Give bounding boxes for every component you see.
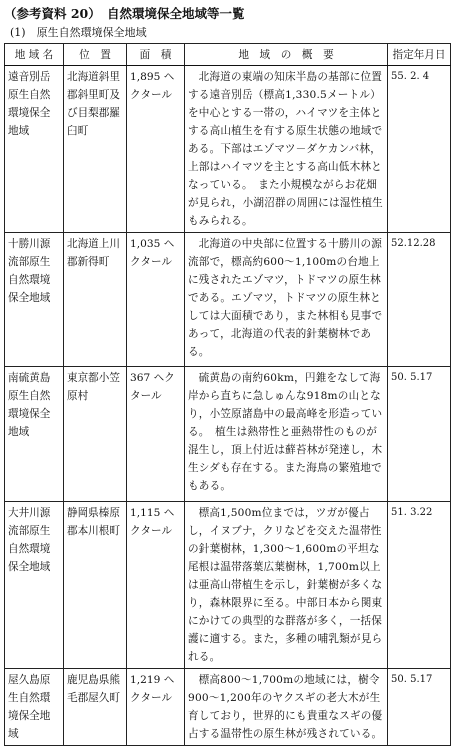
designation-date-cell: 50. 5.17 xyxy=(388,669,451,746)
designation-date-cell: 52.12.28 xyxy=(388,233,451,367)
section-subtitle: (1) 原生自然環境保全地域 xyxy=(10,26,147,39)
area-size-cell: 1,219 ヘクタール xyxy=(127,669,185,746)
header-designation-date: 指定年月日 xyxy=(388,44,451,66)
table-header-row xyxy=(5,44,451,66)
overview-cell: 標高1,500m位までは，ツガが優占し，イヌブナ，クリなどを交えた温帯性の針葉樹林，1,300～1,600mの平坦な尾根は温帯落葉広葉樹林，1,700m以上は亜高山帯植生を示し，針葉樹が多くなり，森林限界に至る。中部日本から関東にかけての典型的な群落が多く，一括保護に適する。また，多種の哺乳類が見られる。 xyxy=(185,502,388,669)
area-name-cell: 十勝川源流部原生自然環境保全地域 xyxy=(5,233,64,367)
conservation-areas-table xyxy=(4,43,451,746)
area-name-cell: 大井川源流部原生自然環境保全地域 xyxy=(5,502,64,669)
page-title: （参考資料 20） 自然環境保全地域等一覧 xyxy=(4,6,245,21)
area-name-cell: 屋久島原生自然環境保全地域 xyxy=(5,669,64,746)
header-location: 位 置 xyxy=(64,44,127,66)
header-size: 面 積 xyxy=(127,44,185,66)
designation-date-cell: 55. 2. 4 xyxy=(388,66,451,233)
table-row xyxy=(5,66,451,233)
table-row xyxy=(5,669,451,746)
table-row xyxy=(5,233,451,367)
area-name-cell: 南硫黄島原生自然環境保全地域 xyxy=(5,367,64,502)
overview-cell: 北海道の東端の知床半島の基部に位置する遠音別岳（標高1,330.5メートル）を中心とする一帯の，ハイマツを主体とする高山植生を有する原生状態の地域である。下部はエゾマツ－ダケカンバ林，上部はハイマツを主とする高山低木林となっている。 また小規模ながらお花畑が見られ，小湖沼群の周囲には湿性植生もみられる。 xyxy=(185,66,388,233)
overview-cell: 標高800～1,700mの地域には，樹令900～1,200年のヤクスギの老大木が生育しており，世界的にも貴重なスギの優占する温帯性の原生林が残されている。 xyxy=(185,669,388,746)
location-cell: 静岡県榛原郡本川根町 xyxy=(64,502,127,669)
area-size-cell: 367 ヘクタール xyxy=(127,367,185,502)
location-cell: 鹿児島県熊毛郡屋久町 xyxy=(64,669,127,746)
header-area-name: 地 域 名 xyxy=(5,44,64,66)
area-size-cell: 1,115 ヘクタール xyxy=(127,502,185,669)
header-overview: 地 域 の 概 要 xyxy=(185,44,388,66)
table-row xyxy=(5,367,451,502)
overview-cell: 硫黄島の南約60km，円錐をなして海岸から直ちに急しゅんな918mの山となり，小笠原諸島中の最高峰を形造っている。 植生は熱帯性と亜熱帯性のものが混生し，頂上付近は蘚苔林が発達し，木生シダも存在する。また海鳥の繁殖地でもある。 xyxy=(185,367,388,502)
area-size-cell: 1,035 ヘクタール xyxy=(127,233,185,367)
designation-date-cell: 50. 5.17 xyxy=(388,367,451,502)
designation-date-cell: 51. 3.22 xyxy=(388,502,451,669)
location-cell: 北海道上川郡新得町 xyxy=(64,233,127,367)
overview-cell: 北海道の中央部に位置する十勝川の源流部で，標高約600～1,100mの台地上に残されたエゾマツ，トドマツの原生林である。エゾマツ，トドマツの原生林としては大面積であり，また林相も見事であって，北海道の代表的針葉樹林である。 xyxy=(185,233,388,367)
area-name-cell: 遠音別岳原生自然環境保全地域 xyxy=(5,66,64,233)
area-size-cell: 1,895 ヘクタール xyxy=(127,66,185,233)
location-cell: 東京都小笠原村 xyxy=(64,367,127,502)
table-row xyxy=(5,502,451,669)
location-cell: 北海道斜里郡斜里町及び目梨郡羅臼町 xyxy=(64,66,127,233)
